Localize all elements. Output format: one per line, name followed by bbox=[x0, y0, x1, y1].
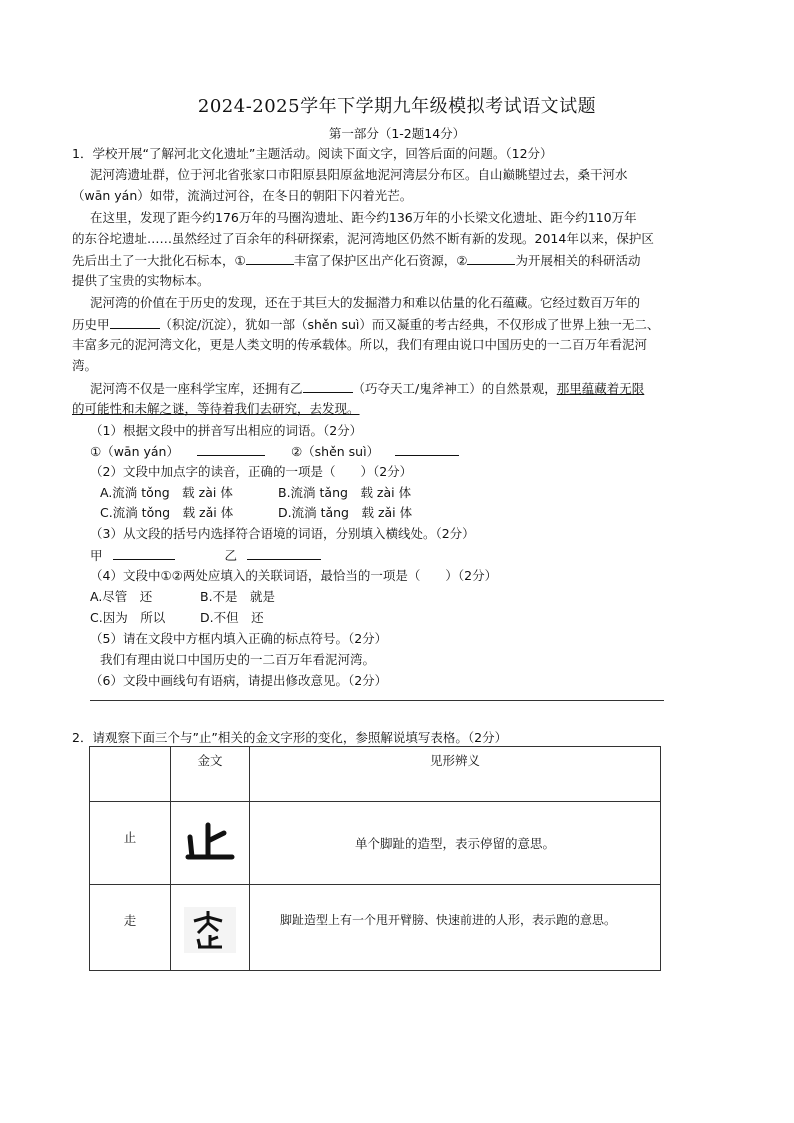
exam-title: 2024-2025学年下学期九年级模拟考试语文试题 bbox=[197, 96, 597, 117]
q1-p2-seg1: 先后出土了一大批化石标本，① bbox=[72, 253, 246, 268]
q1-stem: 1．学校开展“了解河北文化遗址”主题活动。阅读下面文字，回答后面的问题。（12分） bbox=[72, 146, 553, 161]
q1-p2-line1: 在这里，发现了距今约176万年的马圈沟遗址、距今约136万年的小长梁文化遗址、距今约110万年 bbox=[90, 210, 637, 225]
q1-sub1-b: ②（shěn suì） bbox=[290, 444, 380, 459]
q1-p3-seg1: 历史甲 bbox=[72, 317, 110, 332]
blank-yi-inline[interactable] bbox=[303, 380, 353, 393]
answer-blank-a[interactable] bbox=[197, 443, 265, 456]
answer-line-sub6[interactable] bbox=[90, 700, 664, 701]
glyph-table bbox=[89, 746, 661, 971]
q1-sub2-option-b[interactable]: B.流淌 tǎng 载 zài 体 bbox=[278, 485, 412, 500]
q1-p2-seg3: 为开展相关的科研活动 bbox=[515, 253, 641, 268]
q1-sub5: （5）请在文段中方框内填入正确的标点符号。（2分） bbox=[90, 631, 388, 646]
q1-p1-line2: （wān yán）如带，流淌过河谷，在冬日的朝阳下闪着光芒。 bbox=[72, 188, 413, 203]
row-char-zou: 走 bbox=[90, 885, 171, 971]
q1-sub1-a: ①（wān yán） bbox=[90, 444, 179, 459]
blank-1[interactable] bbox=[246, 252, 294, 265]
row-meaning-zou: 脚趾造型上有一个甩开臂膀、快速前进的人形，表示跑的意思。 bbox=[250, 885, 661, 971]
q1-sub5-sentence: 我们有理由说口中国历史的一二百万年看泥河湾。 bbox=[100, 652, 376, 667]
q1-sub3: （3）从文段的括号内选择符合语境的词语，分别填入横线处。（2分） bbox=[90, 526, 475, 541]
q1-p4-seg2: （巧夺天工/鬼斧神工）的自然景观， bbox=[352, 381, 557, 396]
table-row bbox=[90, 885, 661, 971]
q1-sub2-option-d[interactable]: D.流淌 tǎng 载 zǎi 体 bbox=[278, 505, 413, 520]
q1-p4-line1 bbox=[90, 380, 644, 397]
q1-underlined-sentence-part2: 的可能性和未解之谜，等待着我们去研究，去发现。 bbox=[72, 401, 360, 416]
q1-p3-line4: 湾。 bbox=[72, 358, 98, 373]
q1-p2-line2: 的东谷坨遗址……虽然经过了百余年的科研探索，泥河湾地区仍然不断有新的发现。2014年以来，保护区 bbox=[72, 231, 654, 246]
zou-bronze-glyph-icon bbox=[184, 907, 236, 953]
q1-sub4: （4）文段中①②两处应填入的关联词语，最恰当的一项是（ ）（2分） bbox=[90, 568, 498, 583]
q1-sub4-option-b[interactable]: B.不是 就是 bbox=[200, 589, 276, 604]
table-row bbox=[90, 802, 661, 885]
q1-sub1-answers bbox=[90, 443, 459, 460]
answer-blank-jia[interactable] bbox=[113, 547, 175, 560]
q1-p2-seg2: 丰富了保护区出产化石资源，② bbox=[293, 253, 468, 268]
q1-sub4-option-c[interactable]: C.因为 所以 bbox=[90, 610, 166, 625]
q1-sub2-option-a[interactable]: A.流淌 tǒng 载 zài 体 bbox=[100, 485, 233, 500]
row-meaning-zhi: 单个脚趾的造型，表示停留的意思。 bbox=[250, 802, 661, 885]
table-header-row bbox=[90, 747, 661, 802]
header-cell-empty bbox=[90, 747, 171, 802]
q1-underlined-sentence-part1: 那里蕴藏着无限 bbox=[556, 381, 645, 396]
q1-p1-line1: 泥河湾遗址群，位于河北省张家口市阳原县阳原盆地泥河湾层分布区。自山巅眺望过去，桑干河水 bbox=[90, 167, 628, 182]
q1-p4-seg1: 泥河湾不仅是一座科学宝库，还拥有乙 bbox=[90, 381, 303, 396]
blank-2[interactable] bbox=[467, 252, 515, 265]
row-glyph-zhi bbox=[171, 802, 250, 885]
q1-p3-seg2: （积淀/沉淀），犹如一部（shěn suì）而又凝重的考古经典，不仅形成了世界上独一无二、 bbox=[159, 317, 660, 332]
q1-sub3-answers bbox=[90, 547, 321, 564]
answer-blank-yi[interactable] bbox=[247, 547, 321, 560]
q1-sub4-option-a[interactable]: A.尽管 还 bbox=[90, 589, 153, 604]
row-char-zhi: 止 bbox=[90, 802, 171, 885]
blank-jia-inline[interactable] bbox=[110, 316, 160, 329]
q1-p3-line1: 泥河湾的价值在于历史的发现，还在于其巨大的发掘潜力和难以估量的化石蕴藏。它经过数百万年的 bbox=[90, 295, 641, 310]
q1-sub3-jia-label: 甲 bbox=[90, 548, 103, 563]
q2-stem: 2．请观察下面三个与”止”相关的金文字形的变化，参照解说填写表格。（2分） bbox=[72, 730, 508, 745]
zhi-bronze-glyph-icon bbox=[184, 819, 236, 865]
q1-p3-line3: 丰富多元的泥河湾文化，更是人类文明的传承载体。所以，我们有理由说口中国历史的一二百万年看泥河 bbox=[72, 337, 648, 352]
q1-sub2: （2）文段中加点字的读音，正确的一项是（ ）（2分） bbox=[90, 464, 413, 479]
q1-sub4-option-d[interactable]: D.不但 还 bbox=[200, 610, 264, 625]
header-cell-jinwen: 金文 bbox=[171, 747, 250, 802]
section-subtitle: 第一部分（1-2题14分） bbox=[328, 126, 466, 141]
q1-sub2-option-c[interactable]: C.流淌 tǒng 载 zǎi 体 bbox=[100, 505, 234, 520]
row-glyph-zou bbox=[171, 885, 250, 971]
q1-p2-line4: 提供了宝贵的实物标本。 bbox=[72, 273, 210, 288]
q1-p2-line3 bbox=[72, 252, 640, 269]
q1-sub3-yi-label: 乙 bbox=[224, 548, 237, 563]
q1-p4-line2 bbox=[72, 401, 360, 417]
q1-sub1: （1）根据文段中的拼音写出相应的词语。（2分） bbox=[90, 423, 363, 438]
q1-sub6: （6）文段中画线句有语病，请提出修改意见。（2分） bbox=[90, 673, 388, 688]
header-cell-meaning: 见形辨义 bbox=[250, 747, 661, 802]
q1-p3-line2 bbox=[72, 316, 659, 333]
answer-blank-b[interactable] bbox=[395, 443, 459, 456]
